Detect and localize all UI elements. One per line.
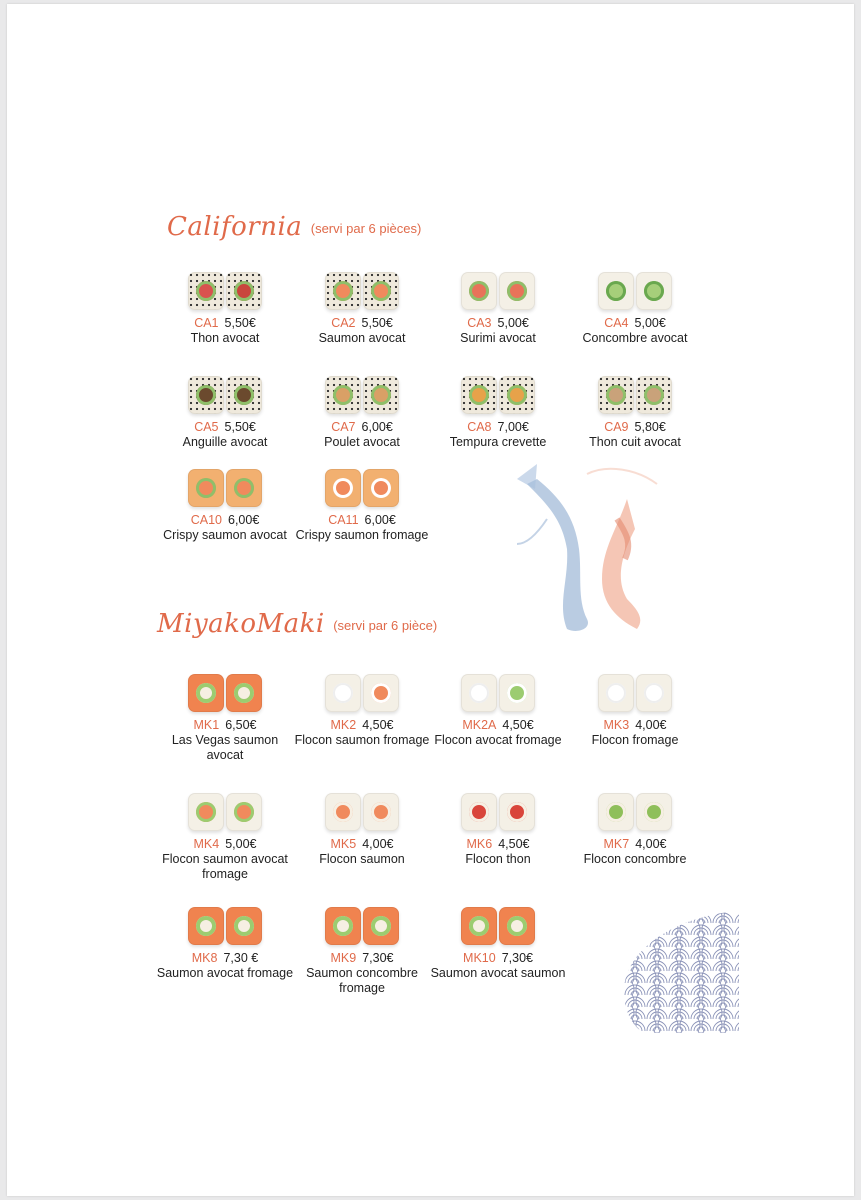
- menu-item: [565, 783, 705, 867]
- item-name: Concombre avocat: [582, 331, 688, 345]
- menu-item: [155, 664, 295, 763]
- item-name: Flocon concombre: [583, 852, 687, 866]
- sushi-photo: [595, 664, 675, 712]
- item-name: Saumon avocat: [318, 331, 406, 345]
- item-code: MK9: [330, 951, 357, 965]
- item-name: Flocon fromage: [591, 733, 679, 747]
- sushi-photo: [595, 783, 675, 831]
- item-code: CA3: [467, 316, 492, 330]
- item-code: MK4: [193, 837, 220, 851]
- item-name: Flocon saumon fromage: [294, 733, 430, 747]
- sushi-photo: [595, 262, 675, 310]
- item-code: MK1: [193, 718, 220, 732]
- menu-item: [155, 459, 295, 543]
- item-price: 4,50€: [362, 718, 394, 732]
- item-price: 6,00€: [228, 513, 260, 527]
- menu-item: [292, 459, 432, 543]
- california-note: (servi par 6 pièces): [310, 221, 422, 236]
- item-name: Saumon avocat fromage: [156, 966, 294, 980]
- menu-item: [428, 664, 568, 748]
- item-price: 7,00€: [497, 420, 529, 434]
- menu-item: [565, 262, 705, 346]
- item-name: Las Vegas saumon avocat: [171, 733, 279, 762]
- item-name: Flocon thon: [465, 852, 531, 866]
- item-price: 4,00€: [362, 837, 394, 851]
- sushi-photo: [185, 783, 265, 831]
- menu-item: [565, 366, 705, 450]
- item-name: Crispy saumon fromage: [295, 528, 429, 542]
- item-code: MK2A: [462, 718, 497, 732]
- item-code: CA8: [467, 420, 492, 434]
- miyako-note: (servi par 6 pièce): [333, 618, 438, 633]
- sushi-photo: [595, 366, 675, 414]
- menu-item: [155, 366, 295, 450]
- sushi-photo: [458, 783, 538, 831]
- menu-item: [428, 783, 568, 867]
- item-name: Crispy saumon avocat: [163, 528, 287, 542]
- sushi-photo: [185, 262, 265, 310]
- sushi-photo: [458, 262, 538, 310]
- sushi-photo: [185, 459, 265, 507]
- item-code: MK7: [603, 837, 630, 851]
- item-price: 7,30€: [501, 951, 533, 965]
- item-code: CA4: [604, 316, 629, 330]
- menu-item: [155, 783, 295, 882]
- item-price: 5,00€: [497, 316, 529, 330]
- item-price: 4,00€: [635, 837, 667, 851]
- menu-item: [292, 262, 432, 346]
- item-code: MK10: [463, 951, 496, 965]
- item-code: MK5: [330, 837, 357, 851]
- item-name: Anguille avocat: [182, 435, 268, 449]
- item-price: 5,50€: [224, 316, 256, 330]
- menu-page: [7, 4, 854, 1196]
- item-price: 6,00€: [364, 513, 396, 527]
- menu-item: [428, 366, 568, 450]
- item-code: CA7: [331, 420, 356, 434]
- menu-item: [565, 664, 705, 748]
- item-name: Flocon avocat fromage: [434, 733, 562, 747]
- miyako-heading: [157, 609, 437, 639]
- menu-item: [292, 783, 432, 867]
- item-price: 5,50€: [224, 420, 256, 434]
- california-title: California: [167, 212, 303, 242]
- sushi-photo: [458, 897, 538, 945]
- item-price: 5,00€: [634, 316, 666, 330]
- item-price: 6,50€: [225, 718, 257, 732]
- item-code: MK2: [330, 718, 357, 732]
- menu-item: [292, 897, 432, 996]
- california-heading: [167, 212, 421, 242]
- sushi-photo: [458, 366, 538, 414]
- sushi-photo: [322, 897, 402, 945]
- item-code: CA11: [328, 513, 359, 527]
- sushi-photo: [322, 459, 402, 507]
- menu-item: [428, 262, 568, 346]
- item-price: 5,00€: [225, 837, 257, 851]
- item-name: Thon avocat: [190, 331, 260, 345]
- item-price: 4,50€: [498, 837, 530, 851]
- item-name: Surimi avocat: [460, 331, 536, 345]
- sushi-photo: [185, 366, 265, 414]
- item-price: 6,00€: [361, 420, 393, 434]
- item-name: Poulet avocat: [324, 435, 400, 449]
- item-code: CA10: [190, 513, 222, 527]
- item-name: Saumon avocat saumon: [430, 966, 566, 980]
- sushi-photo: [322, 783, 402, 831]
- sushi-photo: [322, 664, 402, 712]
- menu-item: [428, 897, 568, 981]
- item-code: CA2: [331, 316, 356, 330]
- item-code: MK8: [191, 951, 218, 965]
- sushi-photo: [458, 664, 538, 712]
- menu-item: [155, 262, 295, 346]
- item-price: 5,50€: [361, 316, 393, 330]
- miyako-title: MiyakoMaki: [157, 609, 325, 639]
- item-price: 7,30€: [362, 951, 394, 965]
- item-name: Tempura crevette: [449, 435, 547, 449]
- koi-fish-illustration: [507, 459, 677, 644]
- item-code: CA9: [604, 420, 629, 434]
- menu-item: [292, 366, 432, 450]
- item-name: Thon cuit avocat: [589, 435, 681, 449]
- item-code: CA5: [194, 420, 219, 434]
- menu-item: [155, 897, 295, 981]
- sushi-photo: [185, 897, 265, 945]
- item-price: 7,30 €: [223, 951, 259, 965]
- wave-pattern: [624, 911, 739, 1033]
- item-price: 4,00€: [635, 718, 667, 732]
- item-price: 5,80€: [634, 420, 666, 434]
- item-name: Flocon saumon: [319, 852, 405, 866]
- menu-item: [292, 664, 432, 748]
- sushi-photo: [322, 366, 402, 414]
- sushi-photo: [185, 664, 265, 712]
- item-code: MK3: [603, 718, 630, 732]
- item-name: Flocon saumon avocat fromage: [162, 852, 288, 881]
- item-code: MK6: [466, 837, 493, 851]
- item-name: Saumon concombre fromage: [306, 966, 418, 995]
- item-code: CA1: [194, 316, 219, 330]
- item-price: 4,50€: [502, 718, 534, 732]
- sushi-photo: [322, 262, 402, 310]
